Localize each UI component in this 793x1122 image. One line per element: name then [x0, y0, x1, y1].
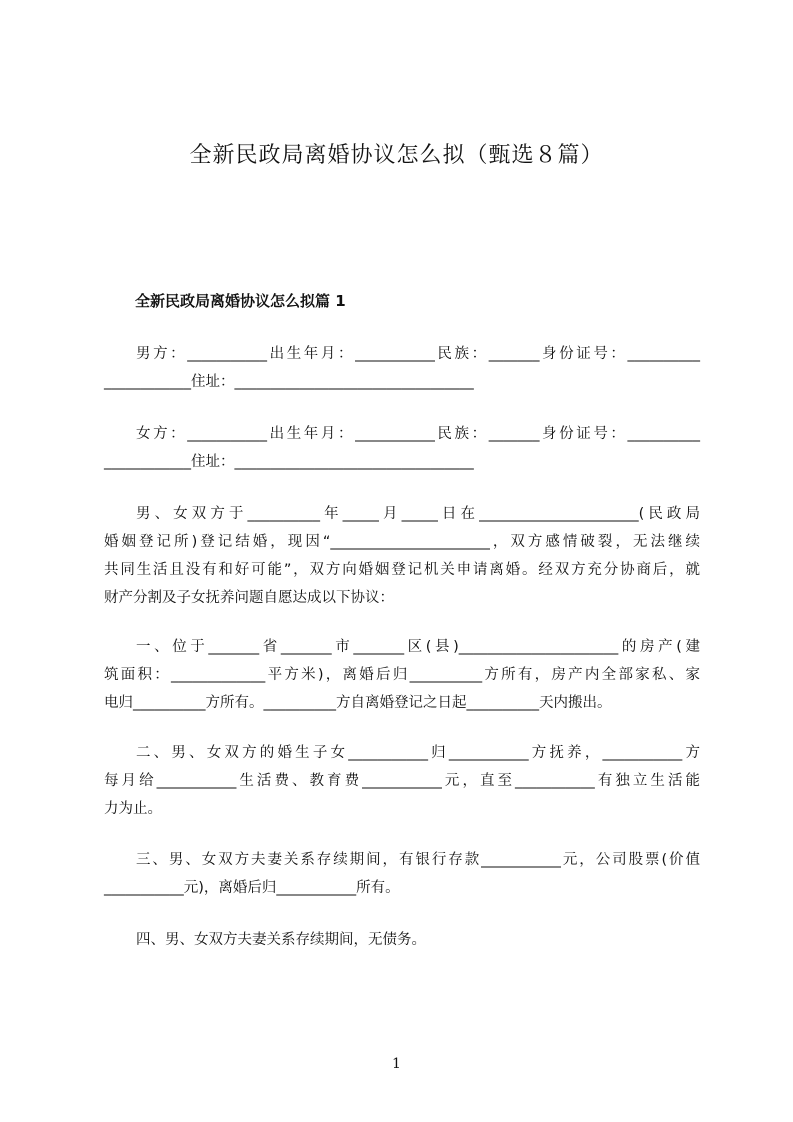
paragraph-clause-2 — [104, 739, 700, 823]
paragraph-line: 共同生活且没有和好可能”，双方向婚姻登记机关申请离婚。经双方充分协商后，就 — [104, 562, 700, 578]
paragraph-line: 男方：___________出生年月：___________民族：_______身份证号：__________ — [136, 346, 700, 362]
paragraph-clause-3 — [104, 846, 700, 902]
paragraph-line: 一、位于_______省_______市_______区(县)______________________的房产(建 — [136, 639, 700, 655]
paragraph-wife-info — [104, 420, 700, 476]
paragraph-line: 力为止。 — [104, 801, 162, 817]
paragraph-clause-1 — [104, 633, 700, 717]
paragraph-line: 三、男、女双方夫妻关系存续期间，有银行存款___________元，公司股票(价值 — [136, 852, 700, 868]
paragraph-marriage-registration — [104, 500, 700, 612]
paragraph-line: ___________元)，离婚后归___________所有。 — [104, 880, 400, 896]
paragraph-line: 女方：___________出生年月：___________民族：_______身份证号：__________ — [136, 426, 700, 442]
paragraph-line: ____________住址：_________________________________ — [104, 454, 474, 470]
paragraph-clause-4 — [104, 926, 700, 954]
paragraph-line: 财产分割及子女抚养问题自愿达成以下协议： — [104, 590, 394, 606]
section-heading: 全新民政局离婚协议怎么拟篇 1 — [135, 292, 346, 310]
paragraph-line: 每月给___________生活费、教育费___________元，直至___________有独立生活能 — [104, 773, 700, 789]
paragraph-line: 婚姻登记所)登记结婚，现因“______________________，双方感情破裂，无法继续 — [104, 534, 700, 550]
document-title: 全新民政局离婚协议怎么拟（甄选８篇） — [189, 143, 604, 168]
paragraph-line: 四、男、女双方夫妻关系存续期间，无债务。 — [136, 932, 426, 948]
paragraph-line: ____________住址：_________________________________ — [104, 374, 474, 390]
paragraph-line: 男、女双方于__________年_____月_____日在______________________(民政局 — [136, 506, 700, 522]
paragraph-husband-info — [104, 340, 700, 396]
page-number: 1 — [392, 1056, 401, 1072]
paragraph-line: 电归__________方所有。__________方自离婚登记之日起__________天内搬出。 — [104, 695, 612, 711]
paragraph-line: 筑面积：_____________平方米)，离婚后归__________方所有，房产内全部家私、家 — [104, 667, 700, 683]
paragraph-line: 二、男、女双方的婚生子女___________归___________方抚养，___________方 — [136, 745, 700, 761]
